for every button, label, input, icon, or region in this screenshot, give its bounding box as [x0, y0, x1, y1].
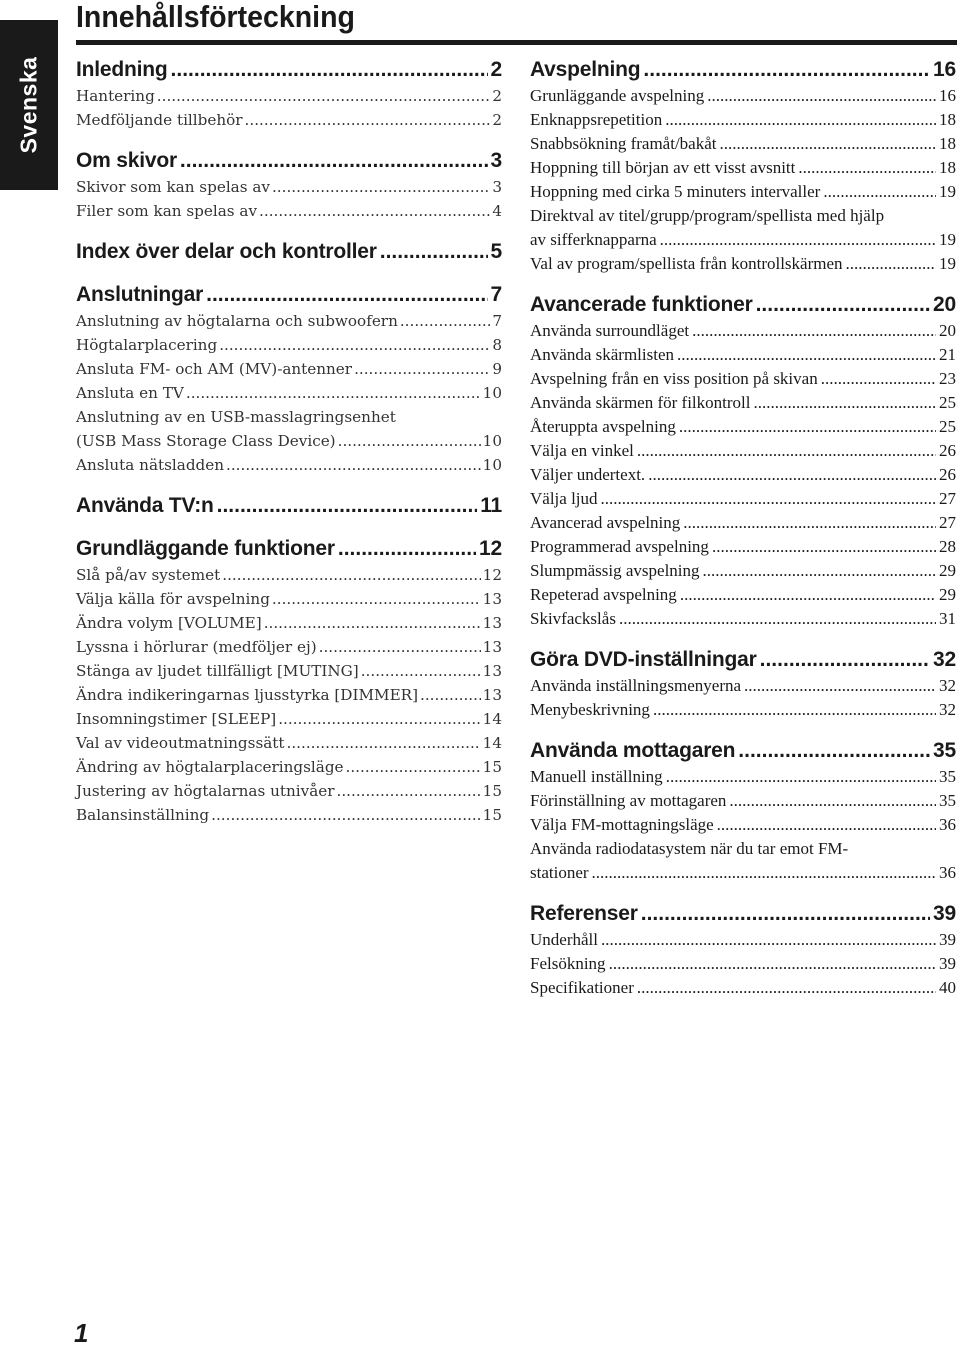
toc-entry[interactable]	[530, 391, 956, 415]
dot-leader	[798, 156, 936, 180]
entry-page: 35	[939, 791, 956, 810]
toc-section-heading[interactable]	[530, 291, 956, 319]
entry-title: Välja källa för avspelning	[76, 590, 270, 608]
entry-title: Manuell inställning	[530, 767, 663, 786]
toc-entry[interactable]	[530, 813, 956, 837]
toc-section	[76, 147, 502, 223]
entry-title: Skivor som kan spelas av	[76, 178, 270, 196]
dot-leader	[226, 453, 481, 477]
toc-entry[interactable]	[530, 765, 956, 789]
dot-leader	[641, 900, 930, 928]
entry-page: 15	[482, 806, 502, 824]
toc-entry[interactable]	[530, 789, 956, 813]
dot-leader	[756, 291, 930, 319]
dot-leader	[171, 56, 488, 84]
entry-page: 20	[939, 321, 956, 340]
section-title: Använda TV:n	[76, 494, 214, 517]
toc-entry[interactable]	[530, 583, 956, 607]
section-page: 39	[933, 902, 956, 925]
entry-page: 13	[482, 662, 502, 680]
toc-entry[interactable]	[76, 563, 502, 587]
entry-page: 14	[482, 710, 502, 728]
entry-page: 12	[482, 566, 502, 584]
dot-leader	[278, 707, 480, 731]
dot-leader	[821, 367, 936, 391]
toc-entry-line: Anslutning av en USB-masslagringsenhet	[76, 408, 396, 426]
dot-leader	[361, 659, 481, 683]
toc-entry[interactable]	[530, 511, 956, 535]
toc-entry[interactable]	[530, 698, 956, 722]
toc-entry[interactable]	[530, 156, 956, 180]
dot-leader	[677, 343, 936, 367]
entry-page: 29	[939, 561, 956, 580]
toc-entry[interactable]	[530, 861, 956, 885]
section-title: Använda mottagaren	[530, 739, 736, 762]
dot-leader	[272, 175, 490, 199]
entry-title: Snabbsökning framåt/bakåt	[530, 134, 717, 153]
toc-entry[interactable]	[76, 309, 502, 333]
dot-leader	[338, 535, 476, 563]
toc-entry[interactable]	[530, 84, 956, 108]
toc-section	[76, 535, 502, 827]
toc-entry[interactable]	[530, 228, 956, 252]
entry-page: 29	[939, 585, 956, 604]
dot-leader	[219, 333, 490, 357]
dot-leader	[245, 108, 491, 132]
toc-entry[interactable]	[76, 779, 502, 803]
dot-leader	[186, 381, 481, 405]
dot-leader	[354, 357, 490, 381]
section-title: Om skivor	[76, 149, 177, 172]
dot-leader	[707, 84, 936, 108]
entry-title: Menybeskrivning	[530, 700, 650, 719]
entry-page: 26	[939, 465, 956, 484]
section-title: Avspelning	[530, 58, 641, 81]
toc-section-heading[interactable]	[76, 147, 502, 175]
toc-entry-line: Använda radiodatasystem när du tar emot FM-	[530, 839, 849, 858]
entry-title: Val av videoutmatningssätt	[76, 734, 285, 752]
entry-title: Använda inställningsmenyerna	[530, 676, 742, 695]
toc-entry[interactable]	[76, 175, 502, 199]
toc-right-column	[530, 56, 956, 1000]
toc-entry[interactable]	[530, 952, 956, 976]
entry-title: Lyssna i hörlurar (medföljer ej)	[76, 638, 317, 656]
toc-entry[interactable]	[530, 928, 956, 952]
dot-leader	[259, 199, 490, 223]
toc-entry[interactable]	[530, 415, 956, 439]
toc-section	[530, 291, 956, 631]
toc-entry[interactable]	[76, 659, 502, 683]
toc-entry[interactable]	[76, 707, 502, 731]
toc-entry[interactable]	[530, 343, 956, 367]
section-title: Grundläggande funktioner	[76, 537, 335, 560]
entry-title: Specifikationer	[530, 978, 634, 997]
entry-page: 13	[482, 638, 502, 656]
dot-leader	[653, 698, 936, 722]
entry-title: Felsökning	[530, 954, 606, 973]
entry-title: Repeterad avspelning	[530, 585, 677, 604]
dot-leader	[592, 861, 936, 885]
toc-entry[interactable]	[530, 976, 956, 1000]
dot-leader	[717, 813, 936, 837]
section-page: 3	[490, 149, 502, 172]
dot-leader	[712, 535, 936, 559]
toc-entry[interactable]	[530, 535, 956, 559]
toc-entry[interactable]	[76, 381, 502, 405]
entry-page: 19	[939, 254, 956, 273]
dot-leader	[666, 765, 936, 789]
dot-leader	[619, 607, 936, 631]
entry-page: 18	[939, 158, 956, 177]
section-page: 2	[490, 58, 502, 81]
dot-leader	[337, 779, 481, 803]
dot-leader	[601, 487, 936, 511]
dot-leader	[400, 309, 490, 333]
dot-leader	[744, 674, 936, 698]
section-page: 35	[933, 739, 956, 762]
toc-section	[76, 56, 502, 132]
toc-entry[interactable]	[76, 683, 502, 707]
dot-leader	[643, 56, 930, 84]
entry-title: Ändring av högtalarplaceringsläge	[76, 758, 344, 776]
section-page: 11	[480, 494, 502, 517]
entry-title: Använda skärmen för filkontroll	[530, 393, 751, 412]
entry-title: Underhåll	[530, 930, 598, 949]
entry-title: Slå på/av systemet	[76, 566, 221, 584]
entry-page: 28	[939, 537, 956, 556]
section-page: 32	[933, 648, 956, 671]
entry-page: 4	[492, 202, 502, 220]
toc-section-heading[interactable]	[530, 737, 956, 765]
entry-page: 3	[492, 178, 502, 196]
dot-leader	[692, 319, 936, 343]
toc-entry[interactable]	[76, 755, 502, 779]
entry-page: 32	[939, 700, 956, 719]
dot-leader	[637, 976, 936, 1000]
section-title: Anslutningar	[76, 283, 204, 306]
toc-section	[530, 737, 956, 885]
section-title: Göra DVD-inställningar	[530, 648, 757, 671]
section-page: 5	[490, 240, 502, 263]
entry-title: Hoppning till början av ett visst avsnitt	[530, 158, 796, 177]
entry-page: 21	[939, 345, 956, 364]
entry-page: 2	[492, 87, 502, 105]
entry-title: Balansinställning	[76, 806, 210, 824]
toc-section	[530, 900, 956, 1000]
entry-page: 39	[939, 954, 956, 973]
toc-section-heading[interactable]	[76, 535, 502, 563]
entry-title: Ansluta en TV	[76, 384, 184, 402]
entry-title: Insomningstimer [SLEEP]	[76, 710, 277, 728]
entry-page: 13	[482, 686, 502, 704]
toc-section	[530, 56, 956, 276]
toc-section	[530, 646, 956, 722]
entry-page: 18	[939, 110, 956, 129]
dot-leader	[264, 611, 481, 635]
toc-entry[interactable]	[530, 108, 956, 132]
dot-leader	[679, 415, 936, 439]
entry-title: Hoppning med cirka 5 minuters intervaller	[530, 182, 821, 201]
entry-page: 13	[482, 614, 502, 632]
dot-leader	[601, 928, 936, 952]
toc-entry[interactable]	[530, 674, 956, 698]
section-title: Avancerade funktioner	[530, 293, 753, 316]
entry-page: 2	[492, 111, 502, 129]
entry-page: 27	[939, 489, 956, 508]
section-page: 12	[479, 537, 502, 560]
toc-section-heading[interactable]	[76, 492, 502, 520]
toc-section	[76, 492, 502, 520]
toc-section-heading[interactable]	[76, 281, 502, 309]
entry-title: stationer	[530, 863, 589, 882]
entry-title: Ansluta nätsladden	[76, 456, 225, 474]
entry-page: 36	[939, 863, 956, 882]
entry-title: Hantering	[76, 87, 155, 105]
dot-leader	[637, 439, 936, 463]
entry-title: Justering av högtalarnas utnivåer	[76, 782, 335, 800]
entry-page: 10	[482, 456, 502, 474]
dot-leader	[760, 646, 930, 674]
toc-entry[interactable]	[530, 132, 956, 156]
dot-leader	[665, 108, 936, 132]
dot-leader	[211, 803, 481, 827]
entry-page: 15	[482, 758, 502, 776]
entry-title: Avspelning från en viss position på skivan	[530, 369, 818, 388]
dot-leader	[272, 587, 481, 611]
entry-page: 7	[492, 312, 502, 330]
toc-entry[interactable]	[530, 319, 956, 343]
entry-title: av sifferknapparna	[530, 230, 657, 249]
entry-page: 40	[939, 978, 956, 997]
toc-entry[interactable]	[76, 357, 502, 381]
entry-page: 25	[939, 393, 956, 412]
entry-page: 35	[939, 767, 956, 786]
language-tab-label: Svenska	[15, 56, 42, 154]
section-title: Referenser	[530, 902, 638, 925]
entry-title: Ansluta FM- och AM (MV)-antenner	[76, 360, 353, 378]
dot-leader	[346, 755, 481, 779]
toc-entry[interactable]	[530, 463, 956, 487]
entry-page: 27	[939, 513, 956, 532]
entry-title: Ändra volym [VOLUME]	[76, 614, 262, 632]
entry-page: 14	[482, 734, 502, 752]
dot-leader	[738, 737, 930, 765]
toc-entry[interactable]	[530, 559, 956, 583]
entry-page: 8	[492, 336, 502, 354]
section-page: 7	[490, 283, 502, 306]
entry-title: Använda surroundläget	[530, 321, 690, 340]
toc-entry[interactable]	[76, 333, 502, 357]
dot-leader	[338, 429, 481, 453]
toc-entry[interactable]	[530, 439, 956, 463]
entry-title: Högtalarplacering	[76, 336, 218, 354]
entry-title: Välja FM-mottagningsläge	[530, 815, 714, 834]
entry-title: Programmerad avspelning	[530, 537, 709, 556]
toc-entry[interactable]	[530, 252, 956, 276]
toc-section-heading[interactable]	[76, 238, 502, 266]
dot-leader	[287, 731, 481, 755]
section-title: Inledning	[76, 58, 168, 81]
entry-page: 31	[939, 609, 956, 628]
dot-leader	[703, 559, 936, 583]
toc-entry[interactable]	[530, 487, 956, 511]
toc-entry[interactable]	[76, 84, 502, 108]
entry-title: Använda skärmlisten	[530, 345, 674, 364]
section-page: 20	[933, 293, 956, 316]
dot-leader	[206, 281, 487, 309]
entry-page: 15	[482, 782, 502, 800]
entry-page: 18	[939, 134, 956, 153]
entry-title: Enknappsrepetition	[530, 110, 663, 129]
entry-title: Stänga av ljudet tillfälligt [MUTING]	[76, 662, 359, 680]
entry-page: 10	[482, 432, 502, 450]
dot-leader	[217, 492, 478, 520]
dot-leader	[680, 583, 936, 607]
toc-entry[interactable]	[76, 199, 502, 223]
entry-title: Förinställning av mottagaren	[530, 791, 727, 810]
entry-page: 9	[492, 360, 502, 378]
dot-leader	[609, 952, 936, 976]
toc-section	[76, 238, 502, 266]
entry-title: Välja en vinkel	[530, 441, 634, 460]
entry-page: 25	[939, 417, 956, 436]
dot-leader	[420, 683, 481, 707]
toc-entry-line: Direktval av titel/grupp/program/spellista med hjälp	[530, 206, 885, 225]
entry-page: 16	[939, 86, 956, 105]
entry-title: Väljer undertext.	[530, 465, 646, 484]
section-page: 16	[933, 58, 956, 81]
entry-title: Återuppta avspelning	[530, 417, 676, 436]
entry-page: 26	[939, 441, 956, 460]
toc-entry[interactable]	[76, 429, 502, 453]
toc-left-column	[76, 56, 502, 827]
dot-leader	[660, 228, 936, 252]
entry-title: Skivfackslås	[530, 609, 616, 628]
toc-entry[interactable]	[76, 453, 502, 477]
dot-leader	[683, 511, 936, 535]
entry-title: Anslutning av högtalarna och subwoofern	[76, 312, 398, 330]
entry-title: Ändra indikeringarnas ljusstyrka [DIMMER]	[76, 686, 419, 704]
entry-title: (USB Mass Storage Class Device)	[76, 432, 336, 450]
page-number: 1	[74, 1318, 89, 1348]
toc-entry[interactable]	[76, 108, 502, 132]
toc-section-heading[interactable]	[76, 56, 502, 84]
entry-page: 19	[939, 230, 956, 249]
toc-entry[interactable]	[76, 611, 502, 635]
entry-title: Avancerad avspelning	[530, 513, 681, 532]
toc-entry[interactable]	[76, 731, 502, 755]
entry-title: Val av program/spellista från kontrollskärmen	[530, 254, 843, 273]
dot-leader	[846, 252, 936, 276]
toc-entry[interactable]	[530, 367, 956, 391]
dot-leader	[222, 563, 480, 587]
language-tab[interactable]	[0, 20, 58, 190]
toc-section-heading[interactable]	[530, 646, 956, 674]
dot-leader	[319, 635, 481, 659]
toc-entry[interactable]	[76, 803, 502, 827]
dot-leader	[180, 147, 488, 175]
dot-leader	[729, 789, 936, 813]
entry-title: Välja ljud	[530, 489, 598, 508]
toc-entry[interactable]	[530, 607, 956, 631]
entry-page: 32	[939, 676, 956, 695]
entry-page: 10	[482, 384, 502, 402]
toc-section-heading[interactable]	[530, 900, 956, 928]
title-rule	[76, 40, 957, 45]
toc-entry[interactable]	[76, 635, 502, 659]
page-title: Innehållsförteckning	[76, 0, 355, 34]
entry-title: Filer som kan spelas av	[76, 202, 258, 220]
entry-page: 19	[939, 182, 956, 201]
dot-leader	[648, 463, 936, 487]
toc-section	[76, 281, 502, 477]
entry-page: 13	[482, 590, 502, 608]
dot-leader	[753, 391, 936, 415]
toc-entry[interactable]	[530, 180, 956, 204]
entry-title: Medföljande tillbehör	[76, 111, 243, 129]
entry-page: 39	[939, 930, 956, 949]
dot-leader	[720, 132, 937, 156]
dot-leader	[157, 84, 491, 108]
entry-title: Grunläggande avspelning	[530, 86, 705, 105]
entry-title: Slumpmässig avspelning	[530, 561, 700, 580]
dot-leader	[380, 238, 488, 266]
toc-section-heading[interactable]	[530, 56, 956, 84]
entry-page: 36	[939, 815, 956, 834]
entry-page: 23	[939, 369, 956, 388]
section-title: Index över delar och kontroller	[76, 240, 377, 263]
dot-leader	[823, 180, 936, 204]
toc-entry[interactable]	[76, 587, 502, 611]
